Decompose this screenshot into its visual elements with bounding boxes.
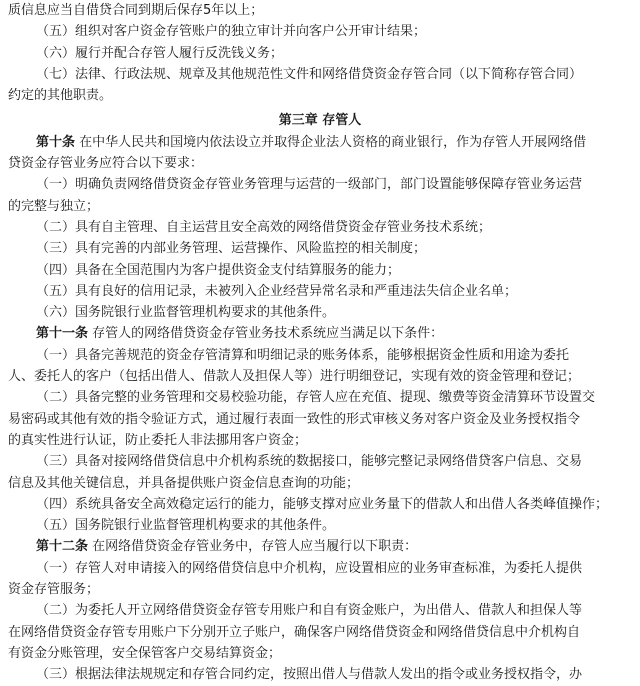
text-line: （四）系统具备安全高效稳定运行的能力，能够支撑对应业务量下的借款人和出借人各类峰值操作； (36, 496, 609, 512)
text-line: 在中华人民共和国境内依法设立并取得企业法人资格的商业银行，作为存管人开展网络借 (75, 134, 587, 150)
text-line: （一）明确负责网络借贷资金存管业务管理与运营的一级部门，部门设置能够保障存管业务运营 (36, 177, 583, 193)
chapter-title: 第三章 存管人 (278, 113, 362, 129)
text-line: （一）存管人对申请接入的网络借贷信息中介机构，应设置相应的业务审查标准，为委托人提供 (36, 560, 583, 576)
text-line: 贷资金存管业务应符合以下要求： (8, 156, 204, 172)
text-line: （三）根据法律法规规定和存管合同约定，按照出借人与借款人发出的指令或业务授权指令，办 (36, 667, 583, 683)
text-line: 存管人的网络借贷资金存管业务技术系统应当满足以下条件： (88, 326, 444, 342)
text-line: （四）具备在全国范围内为客户提供资金支付结算服务的能力； (36, 262, 401, 278)
text-line: （二）为委托人开立网络借贷资金存管专用账户和自有资金账户，为出借人、借款人和担保人等 (36, 603, 583, 619)
article-line (8, 536, 632, 557)
text-line: 的真实性进行认证，防止委托人非法挪用客户资金； (8, 432, 308, 448)
text-line: 资金存管服务； (8, 582, 100, 598)
text-line: 在网络借贷资金存管业务中，存管人应当履行以下职责： (88, 539, 418, 555)
text-line: 的完整与独立； (8, 198, 100, 214)
article-number: 第十条 (36, 134, 76, 150)
text-line: 在网络借贷资金存管专用账户下分别开立子账户，确保客户网络借贷资金和网络借贷信息中介机构自 (8, 624, 581, 640)
text-line: （三）具有完善的内部业务管理、运营操作、风险监控的相关制度； (36, 241, 427, 257)
text-line: 人、委托人的客户（包括出借人、借款人及担保人等）进行明细登记，实现有效的资金管理和登记； (8, 369, 581, 385)
text-line: （六）履行并配合存管人履行反洗钱义务； (36, 45, 284, 61)
text-line: （五）国务院银行业监督管理机构要求的其他条件。 (36, 518, 336, 534)
text-line: （五）具有良好的信用记录，未被列入企业经营异常名录和严重违法失信企业名单； (36, 283, 518, 299)
text-line: （二）具有自主管理、自主运营且安全高效的网络借贷资金存管业务技术系统； (36, 219, 492, 235)
article-line (8, 132, 632, 153)
text-line: （一）具备完善规范的资金存管清算和明细记录的账务体系，能够根据资金性质和用途为委托 (36, 347, 570, 363)
text-line: 质信息应当自借贷合同到期后保存5年以上； (8, 3, 264, 18)
article-line (8, 323, 632, 344)
article-number: 第十一条 (36, 326, 89, 342)
text-line: 有资金分账管理，安全保管客户交易结算资金； (8, 645, 282, 661)
text-line: （二）具备完整的业务管理和交易校验功能，存管人应在充值、提现、缴费等资金清算环节设置交 (36, 390, 596, 406)
text-line: （三）具备对接网络借贷信息中介机构系统的数据接口，能够完整记录网络借贷客户信息、交易 (36, 454, 583, 470)
text-line: 约定的其他职责。 (8, 88, 113, 104)
text-line: 易密码或其他有效的指令验证方式，通过履行表面一致性的形式审核义务对客户资金及业务授权指令 (8, 411, 581, 427)
text-line: （六）国务院银行业监督管理机构要求的其他条件。 (36, 305, 336, 321)
text-line: （五）组织对客户资金存管账户的独立审计并向客户公开审计结果； (36, 24, 427, 40)
article-number: 第十二条 (36, 539, 89, 555)
text-line: 信息及其他关键信息，并具备提供账户资金信息查询的功能； (8, 475, 360, 491)
text-line: （七）法律、行政法规、规章及其他规范性文件和网络借贷资金存管合同（以下简称存管合同） (36, 66, 583, 82)
